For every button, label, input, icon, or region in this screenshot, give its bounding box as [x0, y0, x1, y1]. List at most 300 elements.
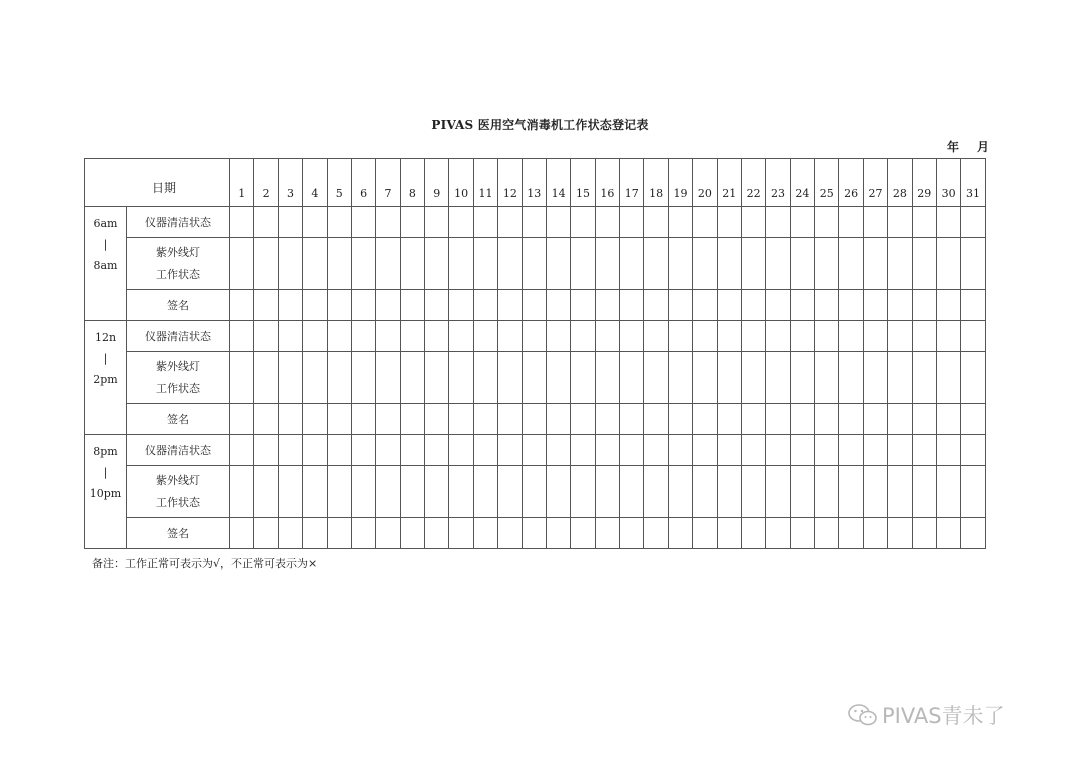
entry-cell[interactable]: [498, 207, 522, 238]
signature-cell[interactable]: [327, 404, 351, 435]
entry-cell[interactable]: [668, 466, 692, 518]
signature-cell[interactable]: [888, 404, 912, 435]
entry-cell[interactable]: [522, 466, 546, 518]
entry-cell[interactable]: [351, 352, 375, 404]
signature-cell[interactable]: [668, 404, 692, 435]
entry-cell[interactable]: [254, 435, 278, 466]
signature-cell[interactable]: [230, 404, 254, 435]
signature-cell[interactable]: [693, 404, 717, 435]
entry-cell[interactable]: [400, 352, 424, 404]
entry-cell[interactable]: [790, 207, 814, 238]
entry-cell[interactable]: [839, 238, 863, 290]
signature-cell[interactable]: [961, 404, 985, 435]
signature-cell[interactable]: [400, 518, 424, 549]
entry-cell[interactable]: [741, 238, 765, 290]
entry-cell[interactable]: [620, 321, 644, 352]
entry-cell[interactable]: [230, 466, 254, 518]
day-header: 19: [668, 159, 692, 207]
signature-cell[interactable]: [741, 518, 765, 549]
signature-cell[interactable]: [473, 404, 497, 435]
signature-cell[interactable]: [936, 404, 960, 435]
signature-cell[interactable]: [766, 404, 790, 435]
table-row: [85, 207, 986, 238]
entry-cell[interactable]: [327, 238, 351, 290]
entry-cell[interactable]: [741, 352, 765, 404]
signature-cell[interactable]: [425, 518, 449, 549]
entry-cell[interactable]: [888, 238, 912, 290]
day-header: 7: [376, 159, 400, 207]
entry-cell[interactable]: [961, 435, 985, 466]
entry-cell[interactable]: [595, 238, 619, 290]
signature-cell[interactable]: [400, 290, 424, 321]
entry-cell[interactable]: [717, 352, 741, 404]
signature-cell[interactable]: [863, 290, 887, 321]
signature-cell[interactable]: [717, 518, 741, 549]
entry-cell[interactable]: [912, 321, 936, 352]
entry-cell[interactable]: [620, 466, 644, 518]
signature-cell[interactable]: [327, 518, 351, 549]
entry-cell[interactable]: [961, 321, 985, 352]
entry-cell[interactable]: [668, 238, 692, 290]
signature-cell[interactable]: [376, 404, 400, 435]
signature-cell[interactable]: [644, 518, 668, 549]
signature-cell[interactable]: [498, 518, 522, 549]
entry-cell[interactable]: [717, 321, 741, 352]
entry-cell[interactable]: [571, 435, 595, 466]
entry-cell[interactable]: [766, 238, 790, 290]
signature-cell[interactable]: [815, 290, 839, 321]
entry-cell[interactable]: [839, 352, 863, 404]
entry-cell[interactable]: [668, 435, 692, 466]
entry-cell[interactable]: [961, 466, 985, 518]
day-header: 31: [961, 159, 985, 207]
entry-cell[interactable]: [425, 238, 449, 290]
signature-cell[interactable]: [888, 518, 912, 549]
entry-cell[interactable]: [303, 207, 327, 238]
signature-cell[interactable]: [473, 518, 497, 549]
signature-cell[interactable]: [815, 404, 839, 435]
signature-cell[interactable]: [790, 404, 814, 435]
entry-cell[interactable]: [230, 352, 254, 404]
entry-cell[interactable]: [449, 466, 473, 518]
entry-cell[interactable]: [766, 321, 790, 352]
signature-cell[interactable]: [498, 404, 522, 435]
signature-cell[interactable]: [668, 518, 692, 549]
entry-cell[interactable]: [376, 435, 400, 466]
entry-cell[interactable]: [863, 352, 887, 404]
entry-cell[interactable]: [936, 207, 960, 238]
entry-cell[interactable]: [912, 435, 936, 466]
signature-cell[interactable]: [717, 404, 741, 435]
entry-cell[interactable]: [717, 435, 741, 466]
entry-cell[interactable]: [400, 466, 424, 518]
entry-cell[interactable]: [766, 352, 790, 404]
entry-cell[interactable]: [425, 207, 449, 238]
entry-cell[interactable]: [425, 352, 449, 404]
day-header: 10: [449, 159, 473, 207]
entry-cell[interactable]: [961, 238, 985, 290]
entry-cell[interactable]: [595, 352, 619, 404]
entry-cell[interactable]: [376, 321, 400, 352]
signature-cell[interactable]: [961, 290, 985, 321]
entry-cell[interactable]: [351, 466, 375, 518]
entry-cell[interactable]: [546, 352, 570, 404]
signature-cell[interactable]: [351, 404, 375, 435]
entry-cell[interactable]: [278, 466, 302, 518]
signature-cell[interactable]: [936, 518, 960, 549]
entry-cell[interactable]: [351, 207, 375, 238]
entry-cell[interactable]: [278, 321, 302, 352]
entry-cell[interactable]: [327, 435, 351, 466]
signature-cell[interactable]: [449, 290, 473, 321]
entry-cell[interactable]: [473, 352, 497, 404]
signature-cell[interactable]: [693, 518, 717, 549]
signature-cell[interactable]: [376, 518, 400, 549]
entry-cell[interactable]: [815, 321, 839, 352]
signature-cell[interactable]: [351, 518, 375, 549]
entry-cell[interactable]: [766, 207, 790, 238]
signature-cell[interactable]: [912, 518, 936, 549]
signature-cell[interactable]: [303, 290, 327, 321]
entry-cell[interactable]: [620, 352, 644, 404]
entry-cell[interactable]: [303, 435, 327, 466]
signature-cell[interactable]: [230, 518, 254, 549]
signature-cell[interactable]: [863, 518, 887, 549]
entry-cell[interactable]: [741, 321, 765, 352]
signature-cell[interactable]: [766, 290, 790, 321]
entry-cell[interactable]: [815, 435, 839, 466]
entry-cell[interactable]: [888, 207, 912, 238]
entry-cell[interactable]: [230, 435, 254, 466]
signature-cell[interactable]: [400, 404, 424, 435]
signature-cell[interactable]: [546, 518, 570, 549]
entry-cell[interactable]: [644, 435, 668, 466]
signature-cell[interactable]: [571, 518, 595, 549]
entry-cell[interactable]: [498, 321, 522, 352]
entry-cell[interactable]: [693, 352, 717, 404]
row-label-signature: 签名: [127, 518, 230, 549]
entry-cell[interactable]: [498, 435, 522, 466]
entry-cell[interactable]: [815, 238, 839, 290]
signature-cell[interactable]: [425, 404, 449, 435]
signature-cell[interactable]: [376, 290, 400, 321]
entry-cell[interactable]: [522, 352, 546, 404]
entry-cell[interactable]: [766, 466, 790, 518]
entry-cell[interactable]: [449, 238, 473, 290]
day-header: 3: [278, 159, 302, 207]
signature-cell[interactable]: [571, 290, 595, 321]
entry-cell[interactable]: [741, 466, 765, 518]
signature-cell[interactable]: [741, 290, 765, 321]
entry-cell[interactable]: [449, 207, 473, 238]
entry-cell[interactable]: [936, 466, 960, 518]
signature-cell[interactable]: [303, 518, 327, 549]
date-header: [85, 159, 230, 207]
entry-cell[interactable]: [230, 321, 254, 352]
signature-cell[interactable]: [522, 290, 546, 321]
entry-cell[interactable]: [595, 207, 619, 238]
entry-cell[interactable]: [400, 207, 424, 238]
entry-cell[interactable]: [815, 352, 839, 404]
uv-lamp-label: 紫外线灯: [156, 473, 200, 487]
entry-cell[interactable]: [546, 466, 570, 518]
entry-cell[interactable]: [230, 238, 254, 290]
entry-cell[interactable]: [571, 466, 595, 518]
entry-cell[interactable]: [595, 321, 619, 352]
entry-cell[interactable]: [620, 238, 644, 290]
entry-cell[interactable]: [766, 435, 790, 466]
signature-cell[interactable]: [327, 290, 351, 321]
entry-cell[interactable]: [571, 321, 595, 352]
entry-cell[interactable]: [351, 435, 375, 466]
entry-cell[interactable]: [498, 352, 522, 404]
entry-cell[interactable]: [254, 207, 278, 238]
signature-cell[interactable]: [571, 404, 595, 435]
entry-cell[interactable]: [936, 238, 960, 290]
signature-cell[interactable]: [473, 290, 497, 321]
signature-cell[interactable]: [936, 290, 960, 321]
signature-cell[interactable]: [668, 290, 692, 321]
entry-cell[interactable]: [400, 238, 424, 290]
entry-cell[interactable]: [473, 435, 497, 466]
entry-cell[interactable]: [303, 352, 327, 404]
entry-cell[interactable]: [741, 435, 765, 466]
entry-cell[interactable]: [571, 238, 595, 290]
signature-cell[interactable]: [425, 290, 449, 321]
entry-cell[interactable]: [839, 321, 863, 352]
entry-cell[interactable]: [839, 207, 863, 238]
entry-cell[interactable]: [327, 466, 351, 518]
entry-cell[interactable]: [863, 466, 887, 518]
day-header: 16: [595, 159, 619, 207]
entry-cell[interactable]: [693, 435, 717, 466]
signature-cell[interactable]: [839, 404, 863, 435]
signature-cell[interactable]: [863, 404, 887, 435]
entry-cell[interactable]: [644, 238, 668, 290]
signature-cell[interactable]: [912, 404, 936, 435]
entry-cell[interactable]: [473, 321, 497, 352]
entry-cell[interactable]: [254, 352, 278, 404]
entry-cell[interactable]: [668, 352, 692, 404]
entry-cell[interactable]: [863, 238, 887, 290]
entry-cell[interactable]: [571, 352, 595, 404]
entry-cell[interactable]: [351, 321, 375, 352]
entry-cell[interactable]: [278, 352, 302, 404]
entry-cell[interactable]: [644, 207, 668, 238]
signature-cell[interactable]: [644, 404, 668, 435]
signature-cell[interactable]: [888, 290, 912, 321]
entry-cell[interactable]: [644, 466, 668, 518]
day-header: 11: [473, 159, 497, 207]
entry-cell[interactable]: [376, 238, 400, 290]
entry-cell[interactable]: [863, 207, 887, 238]
entry-cell[interactable]: [522, 207, 546, 238]
signature-cell[interactable]: [717, 290, 741, 321]
signature-cell[interactable]: [254, 290, 278, 321]
entry-cell[interactable]: [376, 207, 400, 238]
entry-cell[interactable]: [644, 352, 668, 404]
entry-cell[interactable]: [912, 466, 936, 518]
entry-cell[interactable]: [888, 435, 912, 466]
entry-cell[interactable]: [498, 466, 522, 518]
signature-cell[interactable]: [620, 404, 644, 435]
day-header: 30: [936, 159, 960, 207]
entry-cell[interactable]: [693, 466, 717, 518]
entry-cell[interactable]: [668, 207, 692, 238]
entry-cell[interactable]: [473, 207, 497, 238]
entry-cell[interactable]: [522, 238, 546, 290]
entry-cell[interactable]: [278, 435, 302, 466]
entry-cell[interactable]: [912, 207, 936, 238]
entry-cell[interactable]: [327, 321, 351, 352]
entry-cell[interactable]: [936, 321, 960, 352]
signature-cell[interactable]: [254, 404, 278, 435]
entry-cell[interactable]: [644, 321, 668, 352]
entry-cell[interactable]: [449, 321, 473, 352]
entry-cell[interactable]: [400, 435, 424, 466]
entry-cell[interactable]: [668, 321, 692, 352]
entry-cell[interactable]: [620, 435, 644, 466]
entry-cell[interactable]: [888, 352, 912, 404]
day-header: 21: [717, 159, 741, 207]
entry-cell[interactable]: [425, 435, 449, 466]
entry-cell[interactable]: [230, 207, 254, 238]
table-row: [85, 352, 986, 404]
entry-cell[interactable]: [936, 352, 960, 404]
signature-cell[interactable]: [815, 518, 839, 549]
entry-cell[interactable]: [546, 321, 570, 352]
entry-cell[interactable]: [790, 435, 814, 466]
entry-cell[interactable]: [400, 321, 424, 352]
signature-cell[interactable]: [766, 518, 790, 549]
entry-cell[interactable]: [303, 321, 327, 352]
day-header: 23: [766, 159, 790, 207]
entry-cell[interactable]: [425, 321, 449, 352]
entry-cell[interactable]: [473, 238, 497, 290]
signature-cell[interactable]: [449, 404, 473, 435]
entry-cell[interactable]: [790, 321, 814, 352]
entry-cell[interactable]: [327, 352, 351, 404]
entry-cell[interactable]: [254, 466, 278, 518]
entry-cell[interactable]: [571, 207, 595, 238]
entry-cell[interactable]: [595, 435, 619, 466]
entry-cell[interactable]: [693, 321, 717, 352]
signature-cell[interactable]: [522, 404, 546, 435]
entry-cell[interactable]: [888, 466, 912, 518]
entry-cell[interactable]: [815, 466, 839, 518]
entry-cell[interactable]: [327, 207, 351, 238]
signature-cell[interactable]: [620, 290, 644, 321]
entry-cell[interactable]: [717, 207, 741, 238]
entry-cell[interactable]: [425, 466, 449, 518]
entry-cell[interactable]: [351, 238, 375, 290]
signature-cell[interactable]: [522, 518, 546, 549]
entry-cell[interactable]: [254, 321, 278, 352]
signature-cell[interactable]: [595, 290, 619, 321]
entry-cell[interactable]: [595, 466, 619, 518]
entry-cell[interactable]: [839, 466, 863, 518]
signature-cell[interactable]: [839, 518, 863, 549]
signature-cell[interactable]: [498, 290, 522, 321]
day-header: 8: [400, 159, 424, 207]
entry-cell[interactable]: [546, 207, 570, 238]
entry-cell[interactable]: [717, 238, 741, 290]
signature-cell[interactable]: [595, 518, 619, 549]
signature-cell[interactable]: [693, 290, 717, 321]
signature-cell[interactable]: [912, 290, 936, 321]
entry-cell[interactable]: [888, 321, 912, 352]
entry-cell[interactable]: [254, 238, 278, 290]
entry-cell[interactable]: [936, 435, 960, 466]
entry-cell[interactable]: [839, 435, 863, 466]
entry-cell[interactable]: [473, 466, 497, 518]
signature-cell[interactable]: [546, 404, 570, 435]
entry-cell[interactable]: [863, 321, 887, 352]
entry-cell[interactable]: [693, 207, 717, 238]
entry-cell[interactable]: [546, 435, 570, 466]
signature-cell[interactable]: [230, 290, 254, 321]
entry-cell[interactable]: [376, 352, 400, 404]
entry-cell[interactable]: [546, 238, 570, 290]
day-header: 2: [254, 159, 278, 207]
uv-lamp-label: 紫外线灯: [156, 359, 200, 373]
day-header: 9: [425, 159, 449, 207]
entry-cell[interactable]: [522, 321, 546, 352]
signature-cell[interactable]: [644, 290, 668, 321]
entry-cell[interactable]: [912, 238, 936, 290]
day-header: 27: [863, 159, 887, 207]
entry-cell[interactable]: [961, 352, 985, 404]
entry-cell[interactable]: [303, 466, 327, 518]
signature-cell[interactable]: [254, 518, 278, 549]
signature-cell[interactable]: [595, 404, 619, 435]
entry-cell[interactable]: [717, 466, 741, 518]
signature-cell[interactable]: [278, 404, 302, 435]
entry-cell[interactable]: [790, 466, 814, 518]
entry-cell[interactable]: [815, 207, 839, 238]
entry-cell[interactable]: [498, 238, 522, 290]
signature-cell[interactable]: [546, 290, 570, 321]
entry-cell[interactable]: [790, 238, 814, 290]
entry-cell[interactable]: [522, 435, 546, 466]
signature-cell[interactable]: [790, 518, 814, 549]
entry-cell[interactable]: [790, 352, 814, 404]
entry-cell[interactable]: [912, 352, 936, 404]
signature-cell[interactable]: [449, 518, 473, 549]
signature-cell[interactable]: [303, 404, 327, 435]
entry-cell[interactable]: [449, 352, 473, 404]
signature-cell[interactable]: [620, 518, 644, 549]
entry-cell[interactable]: [620, 207, 644, 238]
signature-cell[interactable]: [741, 404, 765, 435]
signature-cell[interactable]: [351, 290, 375, 321]
signature-cell[interactable]: [839, 290, 863, 321]
entry-cell[interactable]: [278, 238, 302, 290]
entry-cell[interactable]: [863, 435, 887, 466]
day-header: 28: [888, 159, 912, 207]
entry-cell[interactable]: [278, 207, 302, 238]
signature-cell[interactable]: [278, 290, 302, 321]
entry-cell[interactable]: [449, 435, 473, 466]
entry-cell[interactable]: [303, 238, 327, 290]
entry-cell[interactable]: [693, 238, 717, 290]
entry-cell[interactable]: [376, 466, 400, 518]
entry-cell[interactable]: [961, 207, 985, 238]
signature-cell[interactable]: [790, 290, 814, 321]
signature-cell[interactable]: [278, 518, 302, 549]
signature-cell[interactable]: [961, 518, 985, 549]
entry-cell[interactable]: [741, 207, 765, 238]
